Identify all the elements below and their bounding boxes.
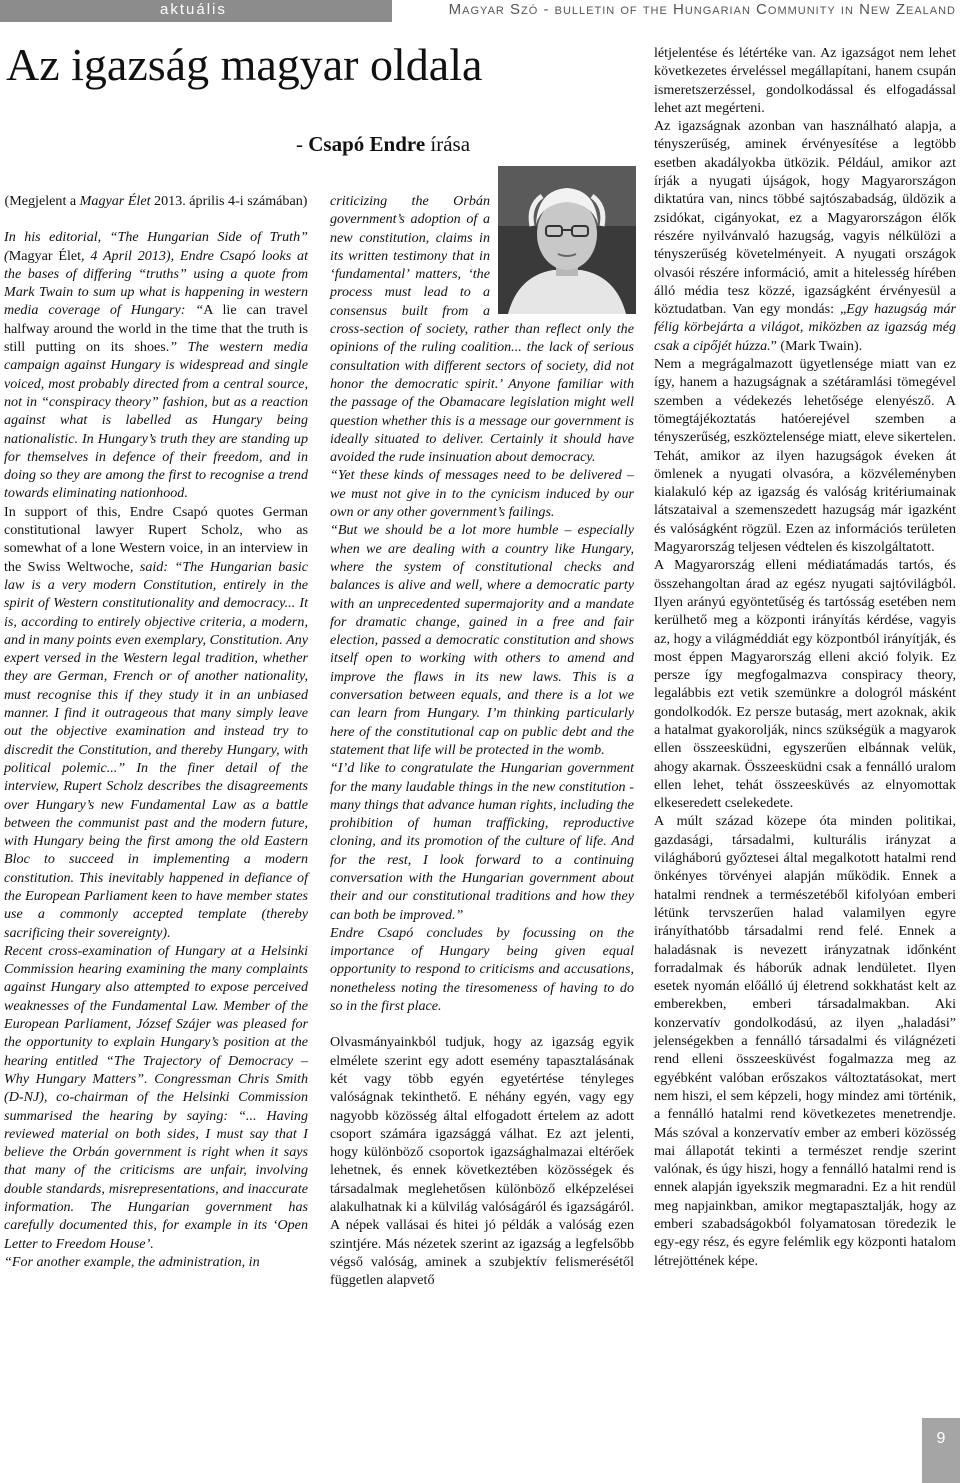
portrait-photo (498, 166, 636, 314)
paragraph: A Magyarország elleni médiatámadás tartós, és összehangoltan árad az egész nyugati sajtóvilágból. Ilyen arányú egyöntetűség és tartósság esetében nem kerülhető meg a központi irányítás kérdése, vagyis az, hogy a világméddiát egy központból irányítják, és most éppen Magyarország elleni akció folyik. Ez persze így megfogalmazva conspiracy theory, legalábbis ezt vetik szemünkre a dologról másként gondolkodók. Ez persze butaság, mert azoknak, akik a hatalmat gyakorolják, nincs szükségük a magyarok ellen összeesküdni, egyszerűen elbánnak velük, ahogy akarnak. Összeesküdni csak a fennálló uralom ellen lehet, tehát összeesküvés az elnyomottak elkeseredett cselekedete. (654, 557, 956, 812)
section-tag (0, 0, 392, 22)
paragraph: Endre Csapó concludes by focussing on the importance of Hungary being given equal opportunity to respond to criticisms and accusations, nonetheless noting the tiresomeness of having to do so in the first place. (330, 924, 634, 1015)
text-run: Az igazságnak azonban van használható alapja, a tényszerűség, aminek érvényesítése a legtöbb esetben akadályokba ütközik. Például, amikor azt írják a nyugati újságok, hogy Magyarországon diktatúra van, nincs többé sajtószabadság, üldözik a zsidókat, cigányokat, ez a Magyarországon élők részére nyilvánvaló hazugság, vagyis nélkülözi a tényszerűség követelményeit. A nyugati országok olvasói részére információ, amit a hitelesség hírében álló média tesz közzé, igazságként érvényesül a köztudatban. Van egy mondás: „ (654, 118, 956, 318)
article-headline: Az igazság magyar oldala (6, 39, 483, 90)
column-2 (330, 192, 634, 1290)
spacer (330, 1015, 634, 1033)
column-3 (654, 44, 956, 1270)
paragraph: Recent cross-examination of Hungary at a Helsinki Commission hearing examining the many complaints against Hungary also attempted to expose perceived weaknesses of the Fundamental Law. Member of the European Parliament, József Szájer was pleased for the opportunity to explain Hungary’s position at the hearing entitled “The Trajectory of Democracy – Why Hungary Matters”. Congressman Chris Smith (D-NJ), co-chairman of the Helsinki Commission summarised the hearing by saying: “... Having reviewed material on both sides, I must say that I believe the Orbán government is right when it says that many of the criticisms are unfair, involving double standards, misrepresentations, and inaccurate information. The Hungarian government has carefully documented this, for example in its ‘Open Letter to Freedom House’. (4, 942, 308, 1252)
text-run: , said: “The Hungarian basic law is a very modern Constitution, entirely in the spirit of Western constitutionality and democracy... It is, according to entirely objective criteria, a modern, and in many points even exemplary, Constitution. Any expert versed in the Western legal tradition, whether they are German, French or of another nationality, must recognise this if they study it in an unbiased manner. I find it outrageous that many simply leave out the objective examination and instead try to discredit the Constitution, and thereby Hungary, with political polemic...” In the finer detail of the interview, Rupert Scholz describes the disagreements over Hungary’s new Fundamental Law as a battle between the communist past and the modern future, with Hungary being the first among the old Eastern Bloc to succeed in implementing a modern constitution. This inevitably happened in defiance of the European Parliament keen to have member states use a commonly accepted template (thereby sacrificing their sovereignty). (4, 558, 308, 941)
header-bar (0, 0, 960, 22)
paragraph: “Yet these kinds of messages need to be delivered – we must not give in to the cynicism induced by our own or any other government’s failings. (330, 467, 634, 521)
section-tag-label: aktuális (160, 1, 227, 18)
source-note (4, 192, 308, 210)
paragraph (4, 503, 308, 942)
text-run: Egy hazugság már félig körbejárta a világot, miközben az igazság még csak a cipőjét húzza. (654, 301, 957, 354)
paragraph: létjelentése és létértéke van. Az igazságot nem lehet következetes érveléssel megállapítani, hanem csupán ismeretszerzéssel, gondolkodással és elfogadással lehet azt megérteni. (654, 45, 956, 116)
text-run: A lie can travel halfway around the world in the time that the truth is still putting on its shoes. (4, 302, 308, 356)
paragraph: “I’d like to congratulate the Hungarian government for the many laudable things in the new constitution - many things that advance human rights, including the prohibition of human trafficking, reproductive cloning, and its promotion of the culture of life. And for the rest, I look forward to a continuing conversation with the Hungarian government about their and our constitutional traditions and how they can both be improved.” (330, 760, 634, 923)
text-run: In his editorial, “The Hungarian Side of Truth” ( (4, 229, 308, 264)
text-run: In support of this, Endre Csapó quotes German constitutional lawyer Rupert Scholz, who as somewhat of a lone Western voice, in an interview in the Swiss (4, 503, 308, 575)
paragraph: “But we should be a lot more humble – especially when we are dealing with a country like Hungary, where the system of constitutional checks and balances is alive and well, where a democratic party with an unprecedented supermajority and a mandate for dramatic change, gained in a free and fair election, passed a democratic constitution and shows itself open to working with others to amend and improve the flaws in its new laws. This is a conversation between equals, and there is a lot we can learn from Hungary. I’m thinking particularly here of the constitutional cap on public debt and the statement that life will be protected in the womb. (330, 522, 634, 758)
paragraph: A múlt század közepe óta minden politikai, gazdasági, társadalmi, kulturális irányzat a világháború győztesei által megalkotott hatalmi rend önkényes törvényei alapján működik. Ennek a hatalmi rendnek a természetéből kifolyóan emberi létünk tervszerűen halad valamilyen egyre irányíthatóbb társadalmi rend felé. Ennek a haladásnak is nevezett irányzatnak időnként forradalmak és háborúk adnak lendületet. Ilyen esetek nyomán előálló új életrend sokkhatást kelt az emberekben, emberi társadalmakban. Aki konzervatív gondolkodású, az ilyen „haladási” jelenségekben a fennálló társadalmi és világnézeti rend elleni összeesküvést fogalmazza meg az egyébként valóban erőszakos változtatásokat, mert nem hiszi, el sem képzeli, hogy mindez ami történik, a fennálló hatalmi rend következetes menetrendje. Más szóval a konzervatív ember az emberi közösség mai állapotát tekinti a természet rendje szerint valónak, és úgy hiszi, hogy a fennálló hatalmi rend is ennek alapján igyekszik megmaradni. Ez a hit rendül meg napjainkban, amikor megtapasztalják, hogy az emberi szabadságokból folyamatosan töredezik le egy-egy rész, és egyre felémlik egy központi hatalom létrejöttének képe. (654, 813, 956, 1269)
column-1 (4, 192, 308, 1271)
text-run: , 4 April 2013), Endre Csapó looks at the bases of differing “truths” using a quote from Mark Twain to sum up what is happening in western media coverage of Hungary: “ (4, 247, 308, 319)
paragraph (654, 117, 956, 355)
byline-prefix: - (296, 132, 309, 156)
source-text: 2013. április 4-i számában) (150, 193, 308, 209)
page-number-box (922, 1418, 960, 1483)
article-byline (296, 132, 470, 157)
paragraph: Nem a megrágalmazott ügyetlensége miatt van ez így, hanem a hazugságnak a szétáramlási tömegével szemben a védekezés lehetősége elenyésző. A tömegtájékoztatás hatóerejével szemben a tényszerűség, eszköztelensége miatt, eleve sikertelen. Tehát, amikor az ilyen hazugságok éveken át ömlenek a nyugati olvasóra, a közvéleményben kialakuló kép az igazság és valóság kritériumainak látszataival a szemenszedett hazugság már igazként és valóságként rögzül. Ezen az információs területen Magyarország teljesen védtelen és kiszolgáltatott. (654, 356, 956, 556)
source-text: (Megjelent a (4, 193, 80, 209)
paragraph: “For another example, the administration, in (4, 1253, 260, 1270)
paragraph: Olvasmányainkból tudjuk, hogy az igazság egyik elmélete szerint egy adott esemény tapasztalásának két vagy több egyén egyetértése tényleges valóságnak tekinthető. E néhány egyén, vagy egy nagyobb közösség által elfogadott értelem az adott csoport számára igazsággá válhat. Ez azt jelenti, hogy különböző csoportok igazsághalmazai eltérőek lehetnek, és ennek következtében közösségek és társadalmak meglehetősen különböző elképzelései alakulhatnak ki a külvilág valóságáról és igazságáról. A népek vallásai és hitei jó példák a valóság ezen szintjére. Más nézetek szerint az igazság a legfelsőbb végső valóság, aminek a szubjektív felismerésétől független alapvető (330, 1034, 634, 1289)
text-run: ” (Mark Twain). (770, 337, 863, 354)
text-run: Weltwoche (66, 558, 130, 575)
text-run: ” The western media campaign against Hungary is widespread and single voiced, most probably directed from a central source, not in “conspiracy theory” fashion, but as a reaction against what is labelled as Hungary being nationalistic. In Hungary’s truth they are standing up for themselves in defence of their freedom, and in doing so they are among the first to recognise a trend towards eliminating nationhood. (4, 339, 308, 502)
paragraph (4, 228, 308, 502)
source-publication: Magyar Élet (79, 193, 151, 209)
page-number: 9 (936, 1430, 946, 1447)
paragraph: criticizing the Orbán government’s adoption of a new constitution, claims in its written testimony that in ‘fundamental’ matters, ‘the process must lead to a consensus built from a cross-section of society, rather than reflect only the opinions of the ruling coalition... the lack of serious consultation with different sectors of society, did not honor the democratic spirit.’ Anyone familiar with the passage of the Obamacare legislation might well question whether this is a message our government is ideally situated to deliver. Certainly it should have avoided the rude insinuation about democracy. (330, 193, 634, 466)
byline-suffix: írása (425, 132, 471, 156)
byline-author: Csapó Endre (308, 132, 426, 156)
text-run: Magyar Élet (8, 247, 82, 264)
portrait-image (498, 166, 636, 314)
bulletin-title: Magyar Szó - bulletin of the Hungarian Community in New Zealand (448, 1, 956, 18)
spacer (4, 210, 308, 228)
